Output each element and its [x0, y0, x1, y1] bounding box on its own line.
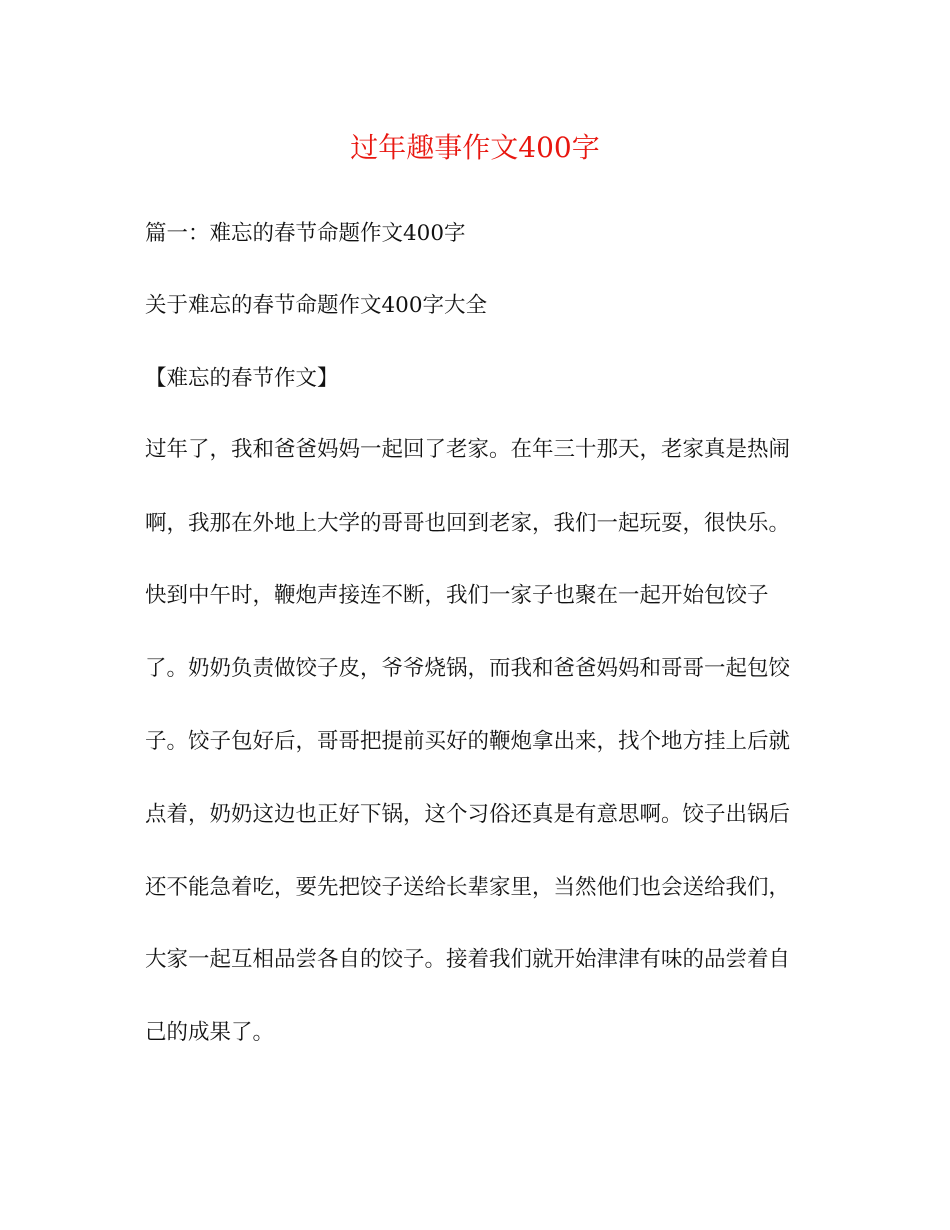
- body-line: 子。饺子包好后，哥哥把提前买好的鞭炮拿出来，找个地方挂上后就: [145, 729, 791, 754]
- body-line: 啊，我那在外地上大学的哥哥也回到老家，我们一起玩耍，很快乐。: [145, 511, 791, 536]
- document-title: 过年趣事作文400字: [350, 131, 600, 164]
- body-line: 点着，奶奶这边也正好下锅，这个习俗还真是有意思啊。饺子出锅后: [145, 802, 791, 827]
- section-label: 【难忘的春节作文】: [145, 366, 339, 391]
- body-line: 己的成果了。: [145, 1020, 275, 1045]
- body-line: 过年了，我和爸爸妈妈一起回了老家。在年三十那天，老家真是热闹: [145, 437, 791, 462]
- body-line: 大家一起互相品尝各自的饺子。接着我们就开始津津有味的品尝着自: [145, 947, 791, 972]
- body-line: 还不能急着吃，要先把饺子送给长辈家里，当然他们也会送给我们，: [145, 875, 791, 900]
- heading: 关于难忘的春节命题作文400字大全: [145, 293, 488, 318]
- body-line: 了。奶奶负责做饺子皮，爷爷烧锅，而我和爸爸妈妈和哥哥一起包饺: [145, 656, 791, 681]
- body-line: 快到中午时，鞭炮声接连不断，我们一家子也聚在一起开始包饺子: [145, 583, 769, 608]
- subtitle: 篇一：难忘的春节命题作文400字: [145, 221, 466, 246]
